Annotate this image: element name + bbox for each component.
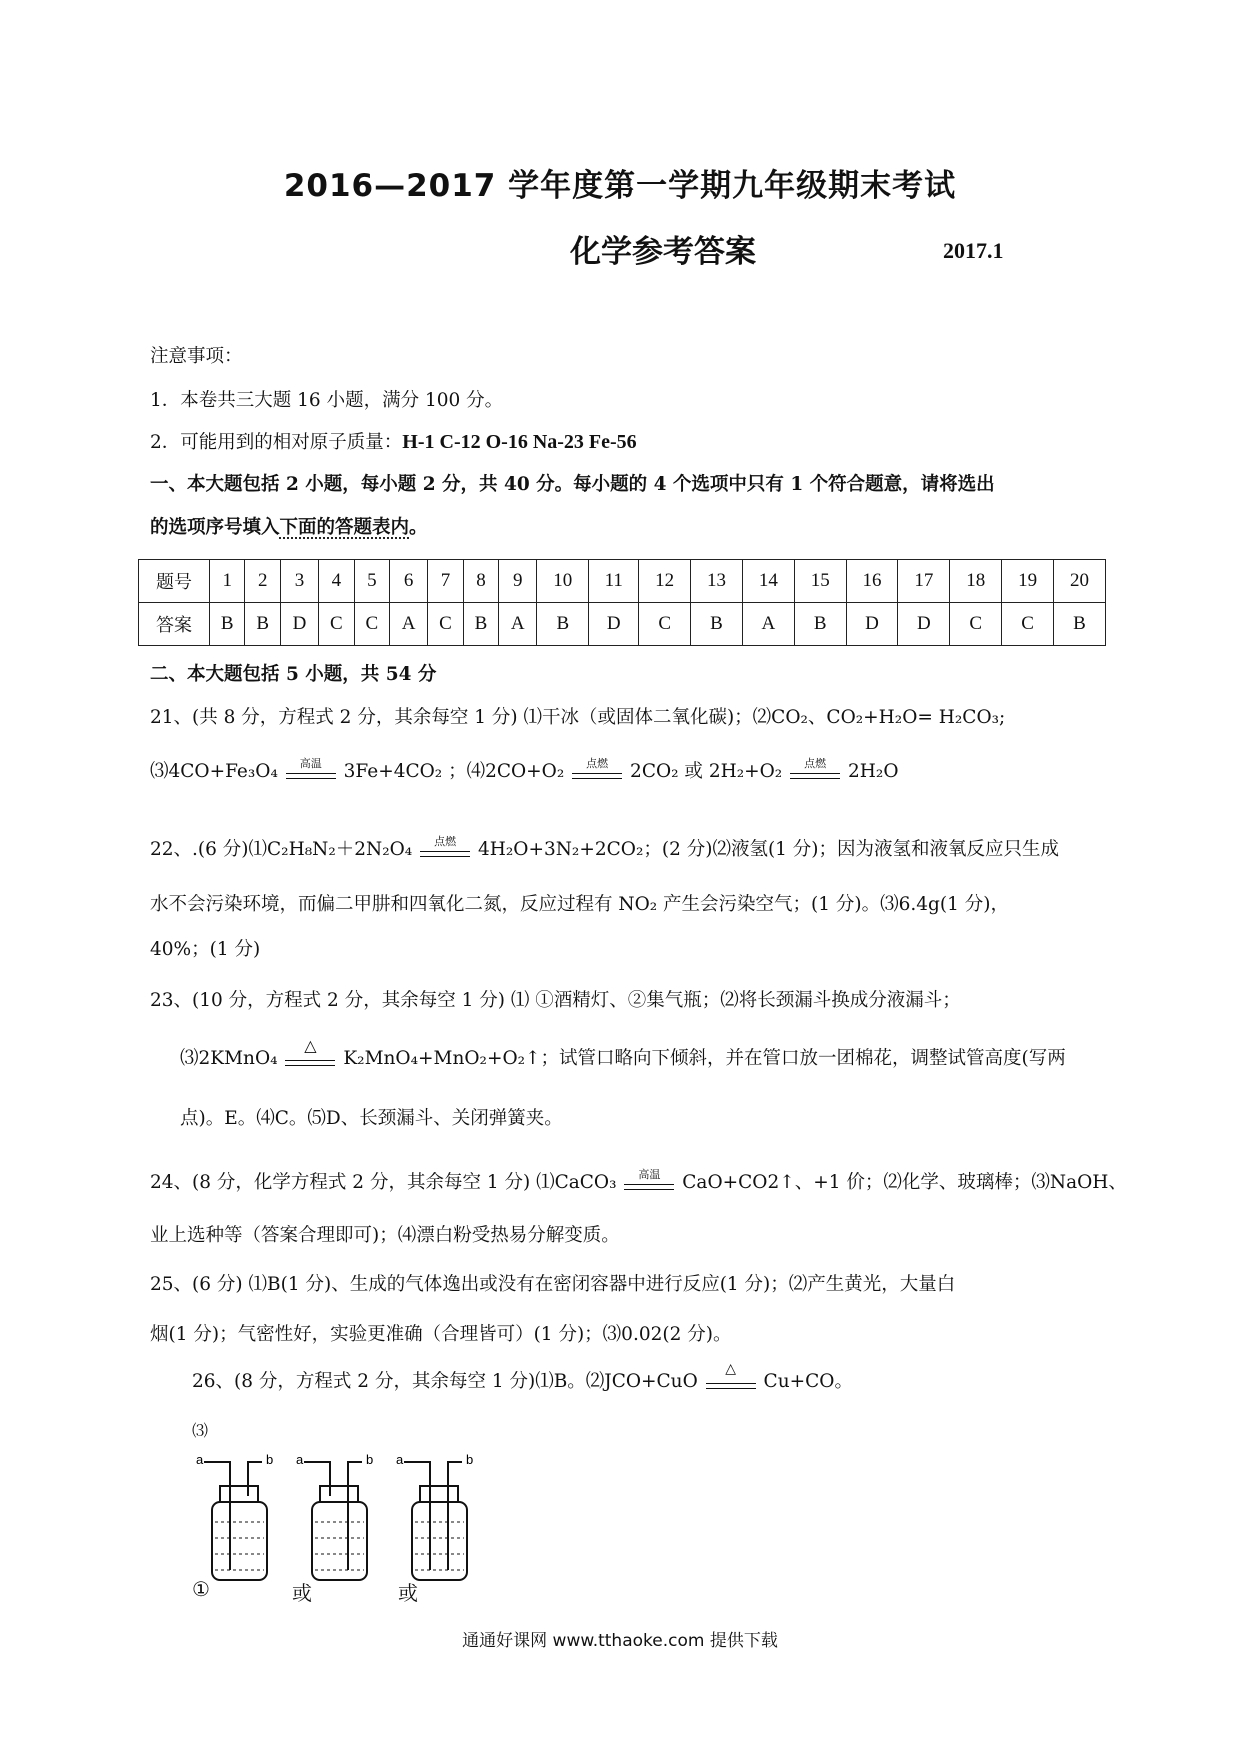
- bottle-2-label-b: b: [366, 1452, 374, 1467]
- bottle-2: [304, 1462, 367, 1580]
- section-1-text-emphasis: 下面的答题表内: [279, 517, 410, 538]
- q26-eq-left: 26、(8 分，方程式 2 分，其余每空 1 分)⑴B。⑵JCO+CuO: [192, 1371, 698, 1392]
- q24-line-1: [150, 1168, 1127, 1194]
- section-1-instructions-line-1: 一、本大题包括 2 小题，每小题 2 分，共 40 分。每小题的 4 个选项中只有 1 个符合题意，请将选出: [150, 474, 995, 495]
- or-separator-1: 或: [292, 1581, 312, 1605]
- answer-table: [138, 559, 1106, 646]
- notes-heading: 注意事项：: [150, 346, 243, 367]
- q21-line-2: [150, 757, 899, 783]
- answer-cell: C: [639, 603, 691, 646]
- reaction-condition-arrow: [284, 757, 338, 783]
- answer-row: [139, 603, 1106, 646]
- atomic-masses: H-1 C-12 O-16 Na-23 Fe-56: [402, 431, 637, 453]
- answer-cell: A: [742, 603, 794, 646]
- q22-eq-left: 22、.(6 分)⑴C₂H₈N₂＋2N₂O₄: [150, 839, 413, 860]
- answer-cell: D: [846, 603, 898, 646]
- q21-eq3-right: 2H₂O: [848, 761, 899, 782]
- question-number-row: [139, 560, 1106, 603]
- q21-eq1-left: ⑶4CO+Fe₃O₄: [150, 761, 278, 782]
- bottle-3-label-b: b: [466, 1452, 474, 1467]
- q21-line-1: 21、(共 8 分，方程式 2 分，其余每空 1 分) ⑴干冰（或固体二氧化碳)；⑵CO₂、CO₂+H₂O= H₂CO₃;: [150, 707, 1006, 728]
- q26-eq-right: Cu+CO。: [763, 1371, 853, 1392]
- section-1-instructions-line-2: [150, 513, 428, 539]
- condition-label: △: [725, 1361, 737, 1377]
- page-title: 2016—2017 学年度第一学期九年级期末考试: [283, 168, 957, 204]
- condition-label: 点燃: [804, 757, 827, 770]
- section-2-heading: 二、本大题包括 5 小题，共 54 分: [150, 664, 437, 685]
- reaction-condition-arrow: [570, 757, 624, 783]
- q23-line-2: [180, 1036, 1066, 1070]
- question-number: 13: [691, 560, 743, 603]
- page-footer: 通通好课网 www.tthaoke.com 提供下载: [462, 1631, 778, 1651]
- bottle-1: [204, 1462, 267, 1580]
- answer-cell: B: [794, 603, 846, 646]
- page-subtitle: 化学参考答案: [570, 234, 756, 270]
- or-separator-2: 或: [398, 1581, 418, 1605]
- question-number: 8: [463, 560, 498, 603]
- bottle-1-label-b: b: [266, 1452, 274, 1467]
- reaction-condition-arrow: [622, 1168, 676, 1194]
- condition-label: △: [304, 1036, 317, 1055]
- answer-cell: C: [1002, 603, 1054, 646]
- question-number: 14: [742, 560, 794, 603]
- question-number: 10: [537, 560, 589, 603]
- question-number: 4: [319, 560, 354, 603]
- answer-cell: C: [319, 603, 354, 646]
- answer-cell: A: [499, 603, 537, 646]
- q26-line-1: [192, 1361, 853, 1393]
- option-circle-number: ①: [192, 1577, 210, 1601]
- q22-eq-right: 4H₂O+3N₂+2CO₂；(2 分)⑵液氢(1 分)；因为液氢和液氧反应只生成: [477, 839, 1060, 860]
- gas-washing-bottles-diagram: [190, 1450, 510, 1600]
- answer-cell: D: [589, 603, 639, 646]
- reaction-condition-arrow: [788, 757, 842, 783]
- reaction-condition-arrow: [418, 835, 472, 861]
- q23-line-1: 23、(10 分，方程式 2 分，其余每空 1 分) ⑴ ①酒精灯、②集气瓶；⑵将长颈漏斗换成分液漏斗；: [150, 990, 961, 1011]
- q25-line-1: 25、(6 分) ⑴B(1 分)、生成的气体逸出或没有在密闭容器中进行反应(1 分)；⑵产生黄光，大量白: [150, 1274, 956, 1295]
- question-number: 5: [354, 560, 389, 603]
- answer-cell: B: [463, 603, 498, 646]
- question-number: 9: [499, 560, 537, 603]
- q22-line-3: 40%；(1 分): [150, 939, 261, 960]
- q22-line-2: 水不会污染环境，而偏二甲肼和四氧化二氮，反应过程有 NO₂ 产生会污染空气；(1 分)。⑶6.4g(1 分)，: [150, 894, 1009, 915]
- question-number: 19: [1002, 560, 1054, 603]
- answer-cell: C: [354, 603, 389, 646]
- question-number: 7: [428, 560, 463, 603]
- question-number-header: 题号: [139, 560, 210, 603]
- notes-item-2-label: 2．可能用到的相对原子质量：: [150, 432, 403, 453]
- question-number: 18: [950, 560, 1002, 603]
- q22-line-1: [150, 835, 1059, 861]
- question-number: 15: [794, 560, 846, 603]
- answer-cell: B: [537, 603, 589, 646]
- q23-eq-right: K₂MnO₄+MnO₂+O₂↑；试管口略向下倾斜，并在管口放一团棉花，调整试管高度(写两: [343, 1048, 1066, 1069]
- bottle-1-label-a: a: [196, 1452, 204, 1467]
- condition-label: 高温: [638, 1168, 661, 1181]
- answer-cell: D: [280, 603, 318, 646]
- q24-line-2: 业上选种等（答案合理即可)；⑷漂白粉受热易分解变质。: [150, 1225, 620, 1246]
- bottle-3: [404, 1462, 467, 1580]
- section-1-text-c: 。: [409, 517, 428, 538]
- answer-cell: D: [898, 603, 950, 646]
- reaction-condition-arrow: [283, 1036, 337, 1070]
- condition-label: 点燃: [434, 835, 457, 848]
- question-number: 3: [280, 560, 318, 603]
- answer-cell: A: [390, 603, 428, 646]
- answer-header: 答案: [139, 603, 210, 646]
- question-number: 6: [390, 560, 428, 603]
- answer-cell: B: [210, 603, 245, 646]
- q24-eq-left: 24、(8 分，化学方程式 2 分，其余每空 1 分) ⑴CaCO₃: [150, 1172, 617, 1193]
- notes-item-2: [150, 428, 637, 454]
- answer-cell: B: [691, 603, 743, 646]
- question-number: 2: [245, 560, 280, 603]
- question-number: 20: [1053, 560, 1105, 603]
- notes-item-1: 1．本卷共三大题 16 小题，满分 100 分。: [150, 390, 504, 411]
- q21-eq1-right: 3Fe+4CO₂ ；⑷2CO+O₂: [343, 761, 565, 782]
- answer-cell: B: [245, 603, 280, 646]
- exam-date: 2017.1: [943, 238, 1004, 263]
- question-number: 11: [589, 560, 639, 603]
- condition-label: 高温: [299, 757, 322, 770]
- condition-label: 点燃: [586, 757, 609, 770]
- bottle-2-label-a: a: [296, 1452, 304, 1467]
- answer-cell: C: [950, 603, 1002, 646]
- q21-eq2-middle: 2CO₂ 或 2H₂+O₂: [630, 761, 783, 782]
- question-number: 17: [898, 560, 950, 603]
- section-1-text-a: 的选项序号填入: [150, 517, 280, 538]
- q26-part-3-label: ⑶: [192, 1421, 209, 1440]
- q23-line-3: 点)。E。⑷C。⑸D、长颈漏斗、关闭弹簧夹。: [180, 1108, 563, 1129]
- q25-line-2: 烟(1 分)；气密性好，实验更准确（合理皆可）(1 分)；⑶0.02(2 分)。: [150, 1324, 732, 1345]
- bottle-3-label-a: a: [396, 1452, 404, 1467]
- answer-cell: B: [1053, 603, 1105, 646]
- question-number: 1: [210, 560, 245, 603]
- question-number: 12: [639, 560, 691, 603]
- reaction-condition-arrow: [704, 1361, 758, 1393]
- answer-cell: C: [428, 603, 463, 646]
- q24-eq-right: CaO+CO2↑、+1 价；⑵化学、玻璃棒；⑶NaOH、: [682, 1172, 1127, 1193]
- question-number: 16: [846, 560, 898, 603]
- q23-eq-left: ⑶2KMnO₄: [180, 1048, 278, 1069]
